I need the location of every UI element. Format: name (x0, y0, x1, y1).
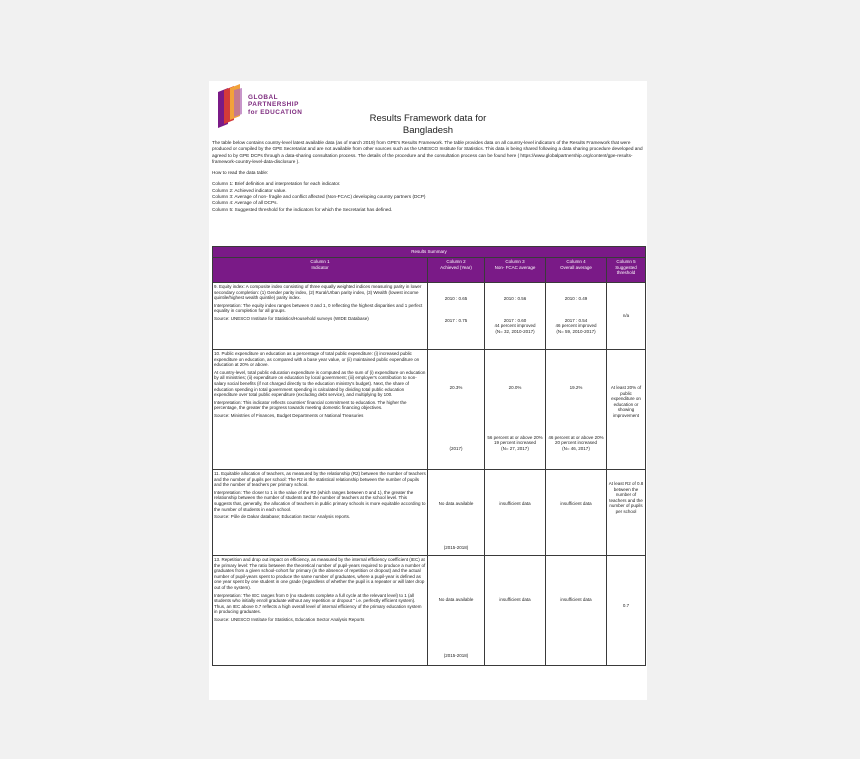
nonfcac-cell: 20.0% 56 percent at or above 20% 19 percent increased (N= 27, 2017) (485, 350, 546, 470)
table-row (213, 350, 646, 470)
column-header: Column 5 Suggested threshold (607, 258, 646, 283)
document-title (209, 113, 647, 137)
indicator-cell: 11. Equitable allocation of teachers, as measured by the relationship (R2) between the number of teachers and the number of pupils per school: The R2 is the statistical relationship between the number of pupils and the number of teachers per primary school. Interpretation: The closer to 1 is the value of the R2 (which ranges between 0 and 1), the greater the relationship between the number of students and the number of teachers at the school level. This suggests that, generally, the allocation of teachers in public primary schools is more equitable according to the number of students in each school. Source: Pôle de Dakar database; Education Sector Analysis reports. (213, 470, 428, 556)
logo-line-3: for EDUCATION (248, 108, 303, 116)
how-to-read: How to read the data table: (212, 170, 269, 176)
column-header: Column 2 Achieved (Year) (428, 258, 485, 283)
column-header: Column 3 Non- FCAC average (485, 258, 546, 283)
overall-cell: 19.2% 46 percent at or above 20% 20 percent increased (N= 46, 2017) (546, 350, 607, 470)
threshold-cell: At least R2 of 0.8 between the number of teachers and the number of pupils per school (607, 470, 646, 556)
indicator-cell: 10. Public expenditure on education as a percentage of total public expenditure: (i) increased public expenditure on education, as compared with a base year value, or (ii) maintained public expenditure on education at 20% or above. At country-level, total public education expenditure is computed as the sum of (i) expenditure on education by all ministries; (ii) expenditure on education by local government; (iii) employer's contribution to non-salary social benefits (if not charged directly to the education ministry's budget). Next, the share of education spending in total government spending is calculated by dividing total public education expenditure over total public expenditure (excluding debt service), and multiplying by 100. Interpretation: This indicator reflects countries' financial commitment to education. The higher the percentage, the greater the progress towards meeting domestic financing objectives. Source: Ministries of Finances, Budget Departments or National Treasuries (213, 350, 428, 470)
title-line-2: Bangladesh (402, 125, 454, 136)
overall-cell: insufficient data (546, 470, 607, 556)
intro-paragraph: The table below contains country-level latest available data (as of march 2019) from GPE's Results Framework. The table provides data on all country-level indicators of the Results Framework that were produced or compiled by the GPE Secretariat and are not available from other sources such as the UNESCO Institute for Statistics. This data is being shared following a data sharing procedure developed and agreed to by GPE DCPs through a data-sharing consultation process. The details of the procedure and the consultation process can be found here ( https://www.globalpartnership.org/content/gpe-results-framework-country-level-data-disclosure ). (212, 140, 643, 164)
nonfcac-cell: insufficient data (485, 556, 546, 666)
document-page (209, 81, 647, 700)
threshold-cell: At least 20% of public expenditure on education or showing improvement (607, 350, 646, 470)
table-row (213, 283, 646, 350)
intro-text (212, 140, 644, 213)
achieved-cell: No data available (2015-2018) (428, 556, 485, 666)
column-header: Column 4 Overall average (546, 258, 607, 283)
threshold-cell: 0.7 (607, 556, 646, 666)
overall-cell: insufficient data (546, 556, 607, 666)
column-description: Column 3: Average of non- fragile and conflict affected (Non-FCAC) developing country partners (DCP) (212, 194, 426, 200)
column-description: Column 4: Average of all DCPs. (212, 200, 278, 206)
achieved-cell: No data available (2015-2018) (428, 470, 485, 556)
threshold-cell: n/a (607, 283, 646, 350)
column-description: Column 2: Achieved indicator value. (212, 187, 287, 193)
overall-cell: 2010 : 0.49 2017 : 0.54 46 percent improved (N= 59, 2010-2017) (546, 283, 607, 350)
table-header-row (213, 258, 646, 283)
table-row (213, 470, 646, 556)
column-description: Column 5: Suggested threshold for the indicators for which the Secretariat has defined. (212, 206, 393, 212)
logo-line-1: GLOBAL (248, 94, 278, 101)
nonfcac-cell: insufficient data (485, 470, 546, 556)
column-description: Column 1: Brief definition and interpretation for each indicator. (212, 181, 341, 187)
indicator-cell: 13. Repetition and drop out impact on efficiency, as measured by the internal efficiency coefficient (IEC) at the primary level: The ratio between the theoretical number of pupil-years required to produce a number of graduates from a given school-cohort for primary (in the absence of repetition or dropout) and the actual number of pupil-years spent to produce the same number of graduates, where a pupil-year is defined as one year spent by one student in one grade (regardless of whether the pupil is a repeater or will later drop out of the system). Interpretation: The IEC ranges from 0 (no students complete a full cycle at the relevant level) to 1 (all students who initially enroll graduate without any repetition or dropout " i.e. perfectly efficient system). Thus, an IEC above 0.7 reflects a high overall level of internal efficiency of the primary education system in producing graduates. Source: UNESCO Institute for Statistics, Education Sector Analysis Reports (213, 556, 428, 666)
results-summary-table (212, 246, 646, 666)
indicator-cell: 9. Equity index: A composite index consisting of three equally weighted indices measuring parity in lower secondary completion: (1) Gender parity index, (2) Rural/Urban parity index, (3) Wealth (lowest income quintile/highest wealth quintile) parity index. Interpretation: The equity index ranges between 0 and 1, 0 reflecting the highest disparities and 1 perfect equality in completion for all groups. Source: UNESCO Institute for Statistics/Household surveys (WIDE Database) (213, 283, 428, 350)
title-line-1: Results Framework data for (369, 113, 487, 124)
table-banner: Results Summary (213, 247, 646, 258)
column-header: Column 1 Indicator (213, 258, 428, 283)
achieved-cell: 20.3% (2017) (428, 350, 485, 470)
table-row (213, 556, 646, 666)
logo-line-2: PARTNERSHIP (248, 101, 299, 109)
achieved-cell: 2010 : 0.65 2017 : 0.75 (428, 283, 485, 350)
nonfcac-cell: 2010 : 0.56 2017 : 0.60 44 percent improved (N= 32, 2010-2017) (485, 283, 546, 350)
